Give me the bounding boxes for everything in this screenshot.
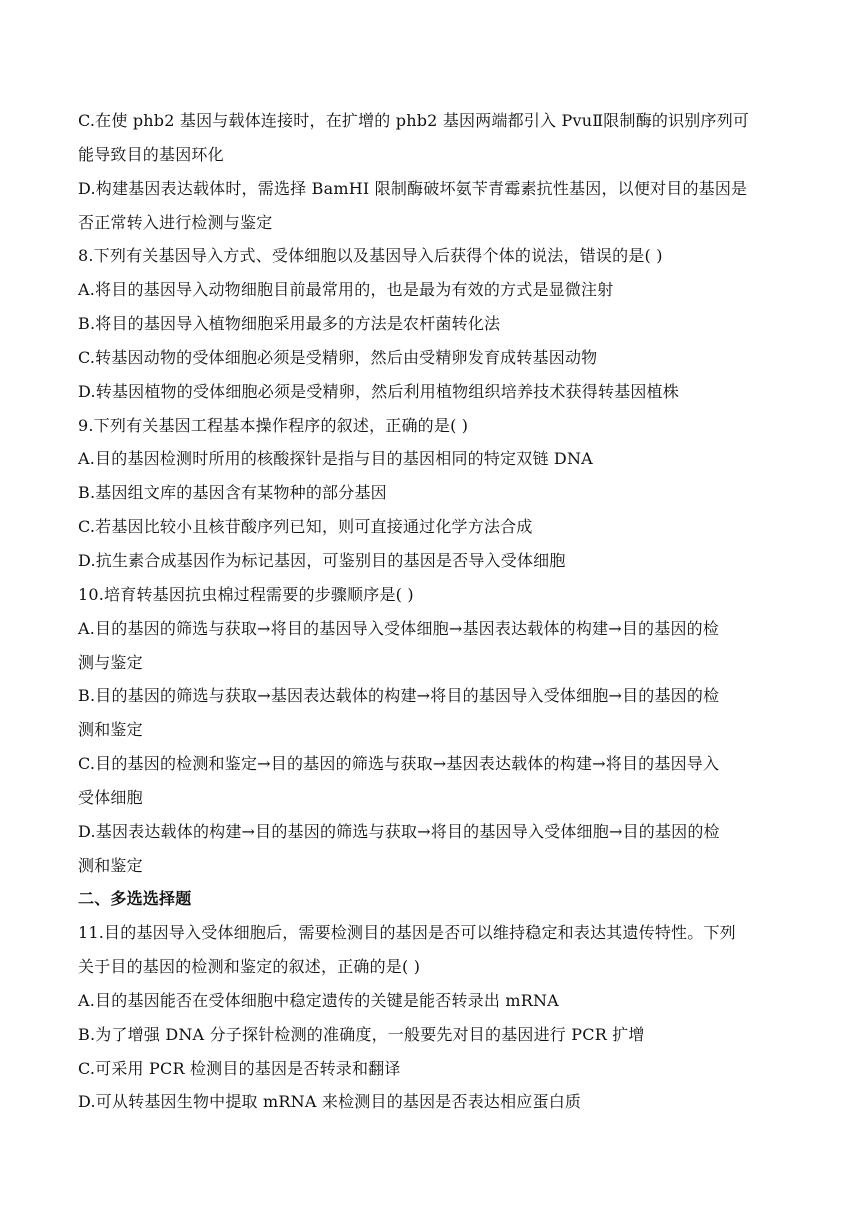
option-7d-line-2: 否正常转入进行检测与鉴定 [78,212,273,232]
question-8-stem: 8.下列有关基因导入方式、受体细胞以及基因导入后获得个体的说法，错误的是( ) [78,246,663,266]
option-10c-line-2: 受体细胞 [78,787,143,807]
option-7c-line-1: C.在使 phb2 基因与载体连接时，在扩增的 phb2 基因两端都引入 PvuⅡ限制酶的识别序列可 [78,111,750,130]
question-11-stem-line-1: 11.目的基因导入受体细胞后，需要检测目的基因是否可以维持稳定和表达其遗传特性。下列 [78,923,736,943]
option-10a-line-1: A.目的基因的筛选与获取→将目的基因导入受体细胞→基因表达载体的构建→目的基因的检 [78,618,720,638]
option-11d: D.可从转基因生物中提取 mRNA 来检测目的基因是否表达相应蛋白质 [78,1092,582,1112]
option-11b: B.为了增强 DNA 分子探针检测的准确度，一般要先对目的基因进行 PCR 扩增 [78,1024,645,1044]
option-7c-line-2: 能导致目的基因环化 [78,144,224,164]
document-page [78,104,790,1119]
option-10b-line-1: B.目的基因的筛选与获取→基因表达载体的构建→将目的基因导入受体细胞→目的基因的检 [78,686,720,706]
option-8d: D.转基因植物的受体细胞必须是受精卵，然后利用植物组织培养技术获得转基因植株 [78,381,679,401]
question-11-stem-line-2: 关于目的基因的检测和鉴定的叙述，正确的是( ) [78,957,421,977]
option-7d-line-1: D.构建基因表达载体时，需选择 BamHI 限制酶破坏氨苄青霉素抗性基因，以便对目的基因是 [78,178,748,198]
option-8b: B.将目的基因导入植物细胞采用最多的方法是农杆菌转化法 [78,314,501,334]
option-10d-line-1: D.基因表达载体的构建→目的基因的筛选与获取→将目的基因导入受体细胞→目的基因的检 [78,821,720,841]
option-8c: C.转基因动物的受体细胞必须是受精卵，然后由受精卵发育成转基因动物 [78,347,598,367]
option-10c-line-1: C.目的基因的检测和鉴定→目的基因的筛选与获取→基因表达载体的构建→将目的基因导入 [78,754,720,774]
option-9d: D.抗生素合成基因作为标记基因，可鉴别目的基因是否导入受体细胞 [78,550,566,570]
option-10a-line-2: 测与鉴定 [78,652,143,672]
option-9b: B.基因组文库的基因含有某物种的部分基因 [78,483,387,503]
option-11c: C.可采用 PCR 检测目的基因是否转录和翻译 [78,1058,401,1078]
option-10d-line-2: 测和鉴定 [78,855,143,875]
option-8a: A.将目的基因导入动物细胞目前最常用的，也是最为有效的方式是显微注射 [78,280,614,300]
section-heading-multiple-choice: 二、多选选择题 [78,889,192,909]
option-10b-line-2: 测和鉴定 [78,720,143,740]
question-10-stem: 10.培育转基因抗虫棉过程需要的步骤顺序是( ) [78,584,414,604]
option-9c: C.若基因比较小且核苷酸序列已知，则可直接通过化学方法合成 [78,517,533,537]
question-9-stem: 9.下列有关基因工程基本操作程序的叙述，正确的是( ) [78,415,469,435]
option-9a: A.目的基因检测时所用的核酸探针是指与目的基因相同的特定双链 DNA [78,449,593,469]
option-11a: A.目的基因能否在受体细胞中稳定遗传的关键是能否转录出 mRNA [78,990,559,1010]
